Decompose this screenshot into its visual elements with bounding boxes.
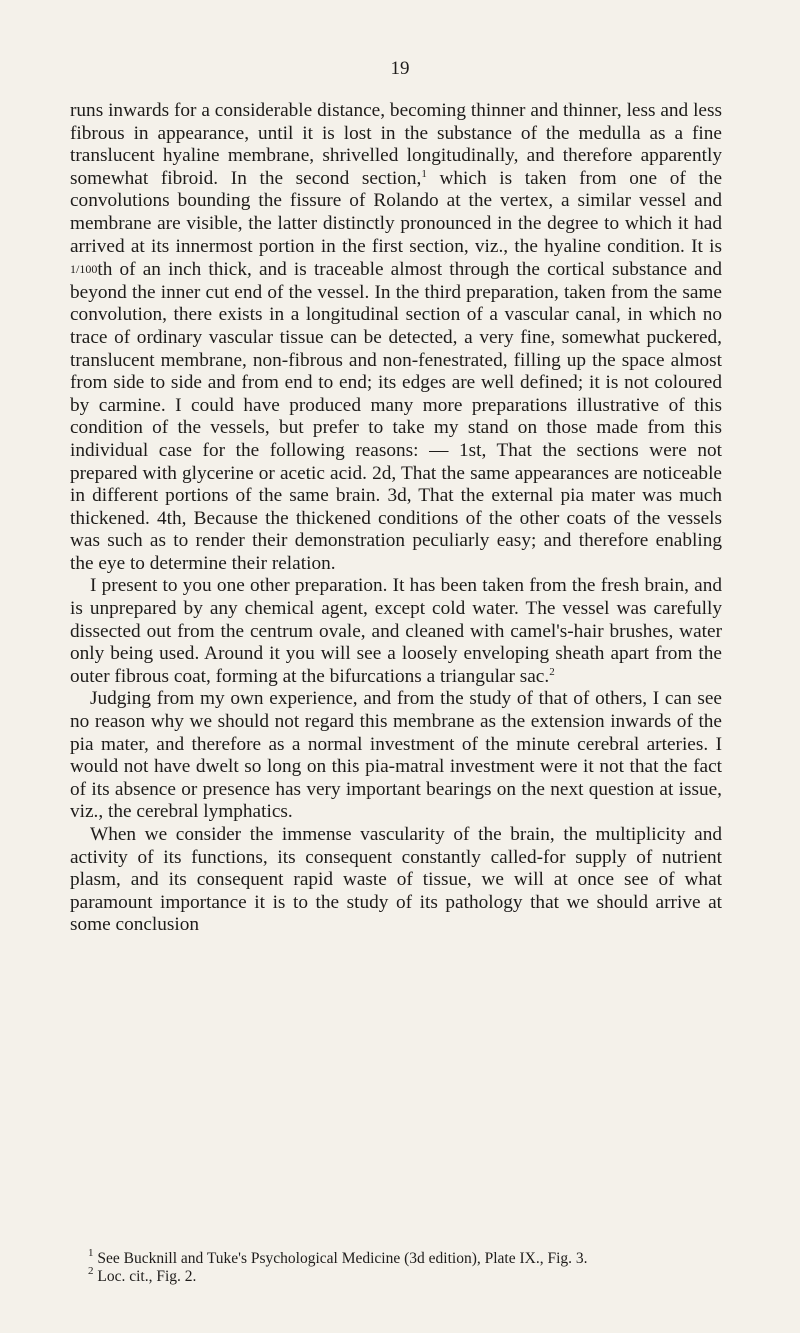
body-text [70, 100, 722, 937]
footnote-ref-1: 1 [421, 167, 427, 180]
paragraph-4: When we consider the immense vascularity of the brain, the multiplicity and activity of its functions, its consequent constantly called-for supply of nutrient plasm, and its consequent rapid waste of tissue, we will at once see of what paramount importance it is to the study of its pathology that we should arrive at some conclusion [70, 824, 722, 936]
footnote-1-text: See Bucknill and Tuke's Psychological Medicine (3d edition), Plate IX., Fig. 3. [93, 1250, 588, 1267]
footnote-2 [70, 1265, 722, 1286]
fraction: 1/100 [70, 262, 98, 277]
footnote-mark-2: 2 [88, 1265, 94, 1277]
paragraph-2 [70, 575, 722, 688]
page-number: 19 [390, 58, 410, 79]
paragraph-1-part-1: runs inwards for a considerable distance, becoming thinner and thinner, less and less fibrous in appearance, until it is lost in the substance of the medulla as a fine translucent hyaline membrane, shrivelled longitudinally, and therefore apparently somewhat fibroid. In the second section, [70, 100, 722, 189]
paragraph-2-text: I present to you one other preparation. It has been taken from the fresh brain, and is unprepared by any chemical agent, except cold water. The vessel was carefully dissected out from the centrum ovale, and cleaned with camel's-hair brushes, water only being used. Around it you will see a loosely enveloping sheath apart from the outer fibrous coat, forming at the bifurcations a triangular sac. [70, 575, 722, 687]
footnote-1 [70, 1247, 722, 1268]
footnotes [70, 1247, 722, 1286]
footnote-2-text: Loc. cit., Fig. 2. [93, 1268, 197, 1285]
paragraph-1-part-3: th of an inch thick, and is traceable almost through the cortical substance and beyond the inner cut end of the vessel. In the third preparation, taken from the same convolution, there exists in a longitudinal section of a vascular canal, in which no trace of ordinary vascular tissue can be detected, a very fine, somewhat puckered, translucent membrane, non-fibrous and non-fenestrated, filling up the space almost from side to side and from end to end; its edges are well defined; it is not coloured by carmine. I could have produced many more preparations illustrative of this condition of the vessels, but prefer to take my stand on those made from this individual case for the following reasons: — 1st, That the sections were not prepared with glycerine or acetic acid. 2d, That the same appearances are noticeable in different portions of the same brain. 3d, That the external pia mater was much thickened. 4th, Because the thickened conditions of the other coats of the vessels was such as to render their demonstration peculiarly easy; and therefore enabling the eye to determine their relation. [70, 259, 722, 574]
paragraph-3: Judging from my own experience, and from the study of that of others, I can see no reason why we should not regard this membrane as the extension inwards of the pia mater, and therefore as a normal investment of the minute cerebral arteries. I would not have dwelt so long on this pia-matral investment were it not that the fact of its absence or presence has very important bearings on the next question at issue, viz., the cerebral lymphatics. [70, 688, 722, 823]
footnote-ref-2: 2 [549, 665, 555, 678]
footnote-mark-1: 1 [88, 1247, 94, 1259]
paragraph-1-part-2: which is taken from one of the convolutions bounding the fissure of Rolando at the vertex, a similar vessel and membrane are visible, the latter distinctly pronounced in the degree to which it had arrived at its innermost portion in the first section, viz., the hyaline condition. It is [70, 167, 723, 257]
paragraph-1 [70, 100, 722, 575]
